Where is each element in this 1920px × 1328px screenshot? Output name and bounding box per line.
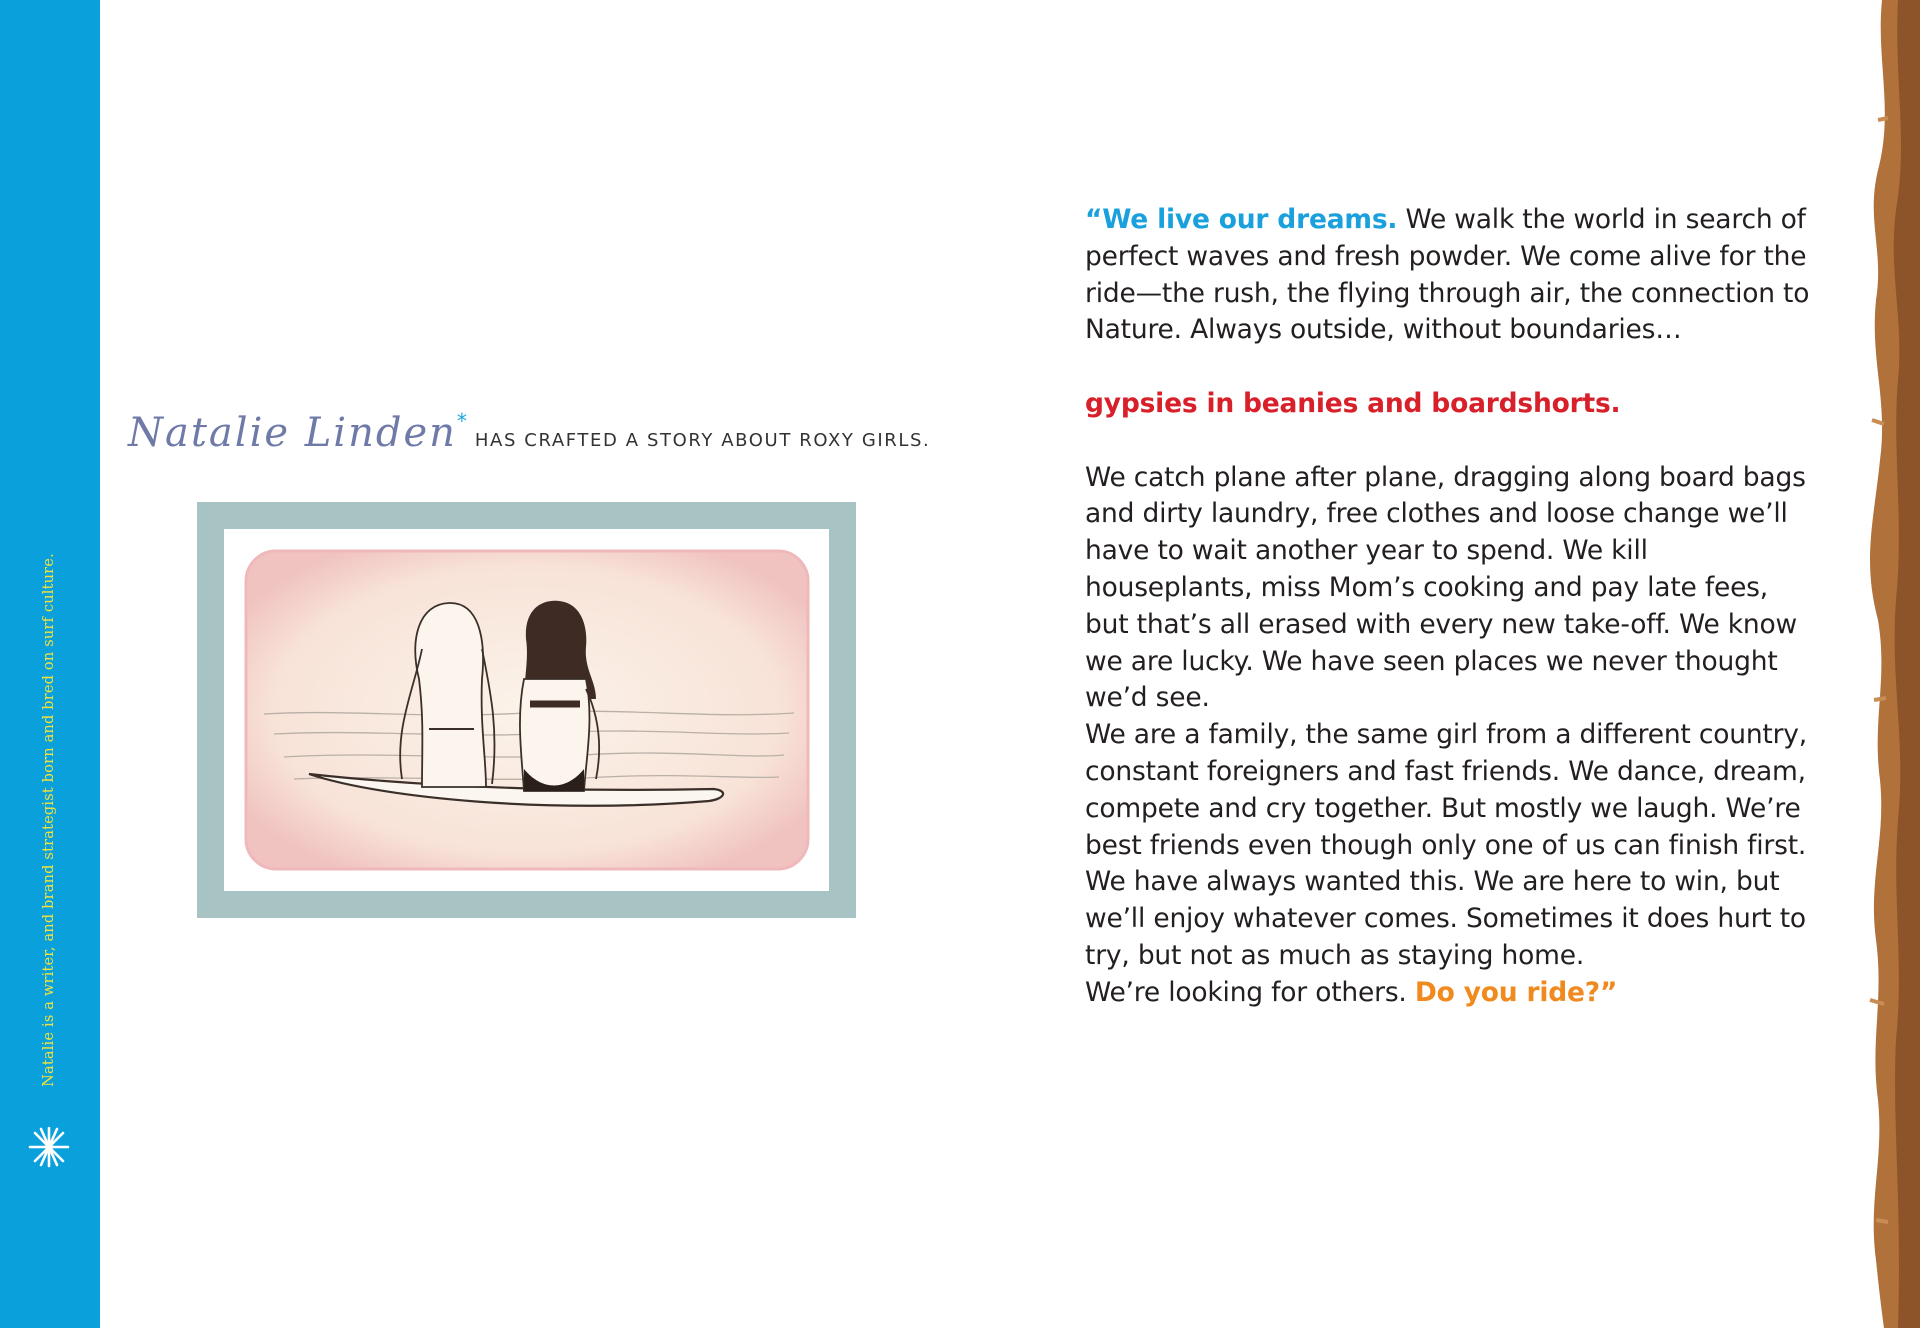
story-heading: gypsies in beanies and boardshorts. xyxy=(1085,387,1621,419)
illustration-mat xyxy=(224,529,829,891)
story-paragraph-4: We have always wanted this. We are here to win, but we’ll enjoy whatever comes. Sometimes it does hurt to try, but not as much as staying home. xyxy=(1085,866,1806,971)
story-p1-rest: We walk the world in search of perfect waves and fresh powder. We come alive for the ride—the rush, the flying through air, the connection to Nature. Always outside, without boundaries… xyxy=(1085,204,1810,346)
author-note: Natalie is a writer, and brand strategist born and bred on surf culture. xyxy=(41,553,57,1087)
byline-asterisk: * xyxy=(456,409,467,433)
story-text xyxy=(1085,202,1815,1012)
two-girls-on-surfboard-illustration xyxy=(224,529,829,891)
byline-text: HAS CRAFTED A STORY ABOUT ROXY GIRLS. xyxy=(474,430,931,451)
byline xyxy=(128,410,930,456)
story-paragraph-3: We are a family, the same girl from a different country, constant foreigners and fast friends. We dance, dream, compete and cry together. But mostly we laugh. We’re best friends even though only one of us can finish first. xyxy=(1085,719,1808,861)
author-signature: Natalie Linden xyxy=(128,410,457,456)
painted-wood-edge xyxy=(1854,0,1920,1328)
story-ending: Do you ride?” xyxy=(1414,976,1618,1008)
story-paragraph-1 xyxy=(1085,202,1815,349)
illustration-frame xyxy=(197,502,856,918)
story-p5-lead: We’re looking for others. xyxy=(1085,976,1415,1008)
story-lead: “We live our dreams. xyxy=(1085,204,1398,235)
asterisk-star-icon xyxy=(24,1122,74,1172)
story-paragraph-5 xyxy=(1085,975,1815,1012)
story-paragraph-2: We catch plane after plane, dragging along board bags and dirty laundry, free clothes and loose change we’ll have to wait another year to spend. We kill houseplants, miss Mom’s cooking and pay late fees, but that’s all erased with every new take-off. We know we are lucky. We have seen places we never thought we’d see. xyxy=(1085,461,1806,714)
